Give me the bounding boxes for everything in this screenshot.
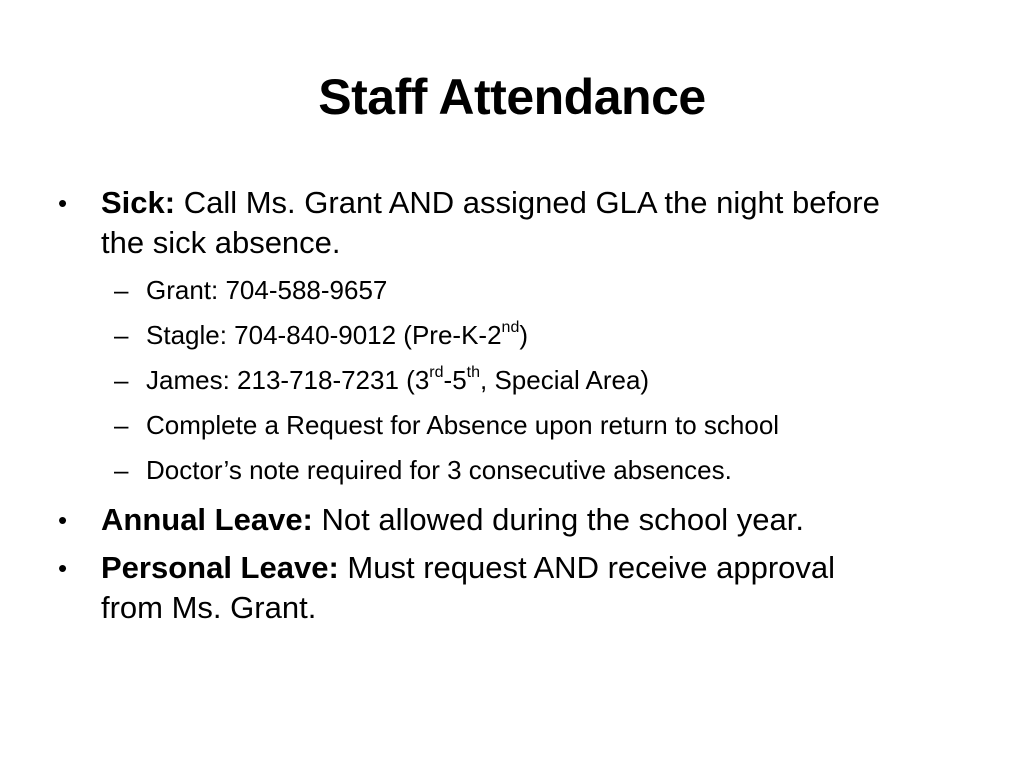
dash: – bbox=[114, 410, 129, 440]
james-sup2: th bbox=[466, 364, 480, 382]
sub-item-grant bbox=[58, 272, 988, 308]
sub-item-doctor bbox=[58, 452, 988, 488]
dash: – bbox=[114, 320, 129, 350]
sub-item-request bbox=[58, 407, 988, 443]
personal-text-post: from Ms. Grant. bbox=[101, 590, 317, 625]
request-text: Complete a Request for Absence upon return to school bbox=[146, 410, 780, 440]
bullet-dot: • bbox=[58, 553, 68, 583]
james-mid: -5 bbox=[443, 365, 467, 395]
bullet-annual-leave bbox=[58, 500, 988, 540]
annual-text: Not allowed during the school year. bbox=[312, 502, 805, 537]
bullet-dot: • bbox=[58, 188, 68, 218]
dash: – bbox=[114, 365, 129, 395]
james-post: , Special Area) bbox=[480, 365, 650, 395]
sub-item-stagle bbox=[58, 317, 988, 353]
sick-label: Sick: bbox=[101, 185, 176, 220]
doctor-text: Doctor’s note required for 3 consecutive absences. bbox=[146, 455, 732, 485]
stagle-sup: nd bbox=[501, 319, 520, 337]
slide-title: Staff Attendance bbox=[318, 69, 706, 125]
sick-text-post: the sick absence. bbox=[101, 225, 341, 260]
sick-sub-list bbox=[58, 272, 988, 488]
stagle-pre: Stagle: 704-840-9012 (Pre-K-2 bbox=[146, 320, 502, 350]
stagle-post: ) bbox=[519, 320, 529, 350]
james-pre: James: 213-718-7231 (3 bbox=[146, 365, 430, 395]
bullet-dot: • bbox=[58, 505, 68, 535]
sick-text-pre: Call Ms. Grant AND assigned GLA the night before bbox=[175, 185, 880, 220]
james-sup1: rd bbox=[429, 364, 444, 382]
bullet-sick bbox=[58, 183, 988, 263]
annual-label: Annual Leave: bbox=[101, 502, 313, 537]
dash: – bbox=[114, 455, 129, 485]
sub-item-james bbox=[58, 362, 988, 398]
dash: – bbox=[114, 275, 129, 305]
slide-content bbox=[58, 183, 988, 636]
personal-text-pre: Must request AND receive approval bbox=[338, 550, 836, 585]
personal-label: Personal Leave: bbox=[101, 550, 339, 585]
bullet-personal-leave bbox=[58, 548, 988, 628]
grant-phone: Grant: 704-588-9657 bbox=[146, 275, 388, 305]
